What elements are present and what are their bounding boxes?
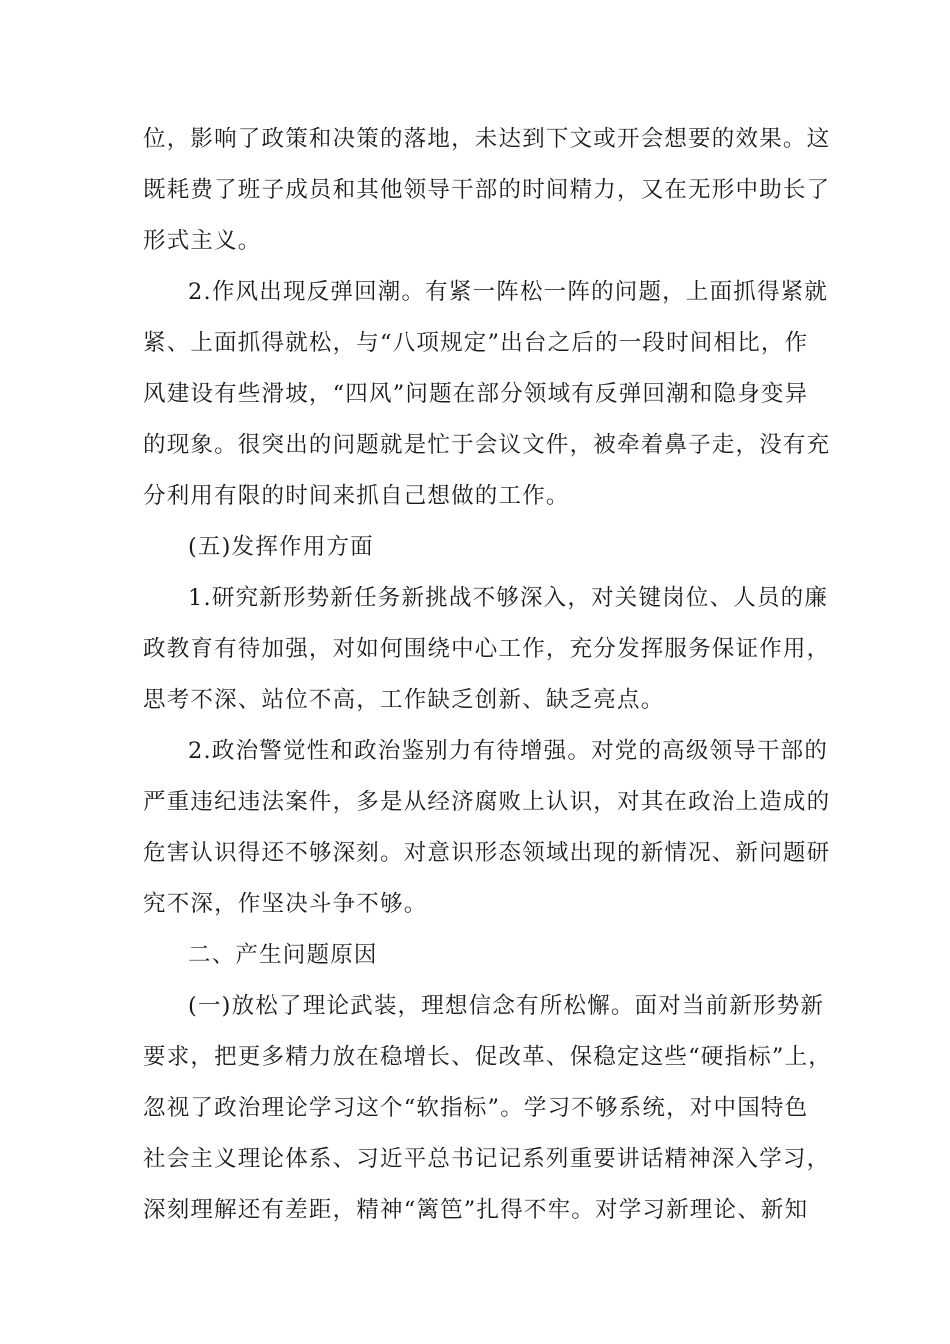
paragraph-start-line: (一)放松了理论武装，理想信念有所松懈。面对当前新形势新 <box>188 993 825 1019</box>
text-line: 的现象。很突出的问题就是忙于会议文件，被牵着鼻子走，没有充 <box>143 432 831 458</box>
paragraph-start-line: 1.研究新形势新任务新挑战不够深入，对关键岗位、人员的廉 <box>188 585 829 611</box>
text-line: 危害认识得还不够深刻。对意识形态领域出现的新情况、新问题研 <box>143 840 831 866</box>
text-line: 分利用有限的时间来抓自己想做的工作。 <box>143 483 570 509</box>
text-line: 忽视了政治理论学习这个“软指标”。学习不够系统，对中国特色 <box>143 1095 809 1121</box>
paragraph-start-line: 2.作风出现反弹回潮。有紧一阵松一阵的问题，上面抓得紧就 <box>188 279 829 305</box>
text-line: 要求，把更多精力放在稳增长、促改革、保稳定这些“硬指标”上， <box>143 1044 833 1070</box>
text-line: 究不深，作坚决斗争不够。 <box>143 891 428 917</box>
text-line: 严重违纪违法案件，多是从经济腐败上认识，对其在政治上造成的 <box>143 789 831 815</box>
text-line: 思考不深、站位不高，工作缺乏创新、缺乏亮点。 <box>143 687 665 713</box>
text-line: 社会主义理论体系、习近平总书记记系列重要讲话精神深入学习， <box>143 1146 831 1172</box>
text-line: 既耗费了班子成员和其他领导干部的时间精力，又在无形中助长了 <box>143 177 831 203</box>
text-line: 风建设有些滑坡，“四风”问题在部分领域有反弹回潮和隐身变异 <box>143 381 809 407</box>
section-heading: 二、产生问题原因 <box>188 942 378 968</box>
text-line: 政教育有待加强，对如何围绕中心工作，充分发挥服务保证作用， <box>143 636 831 662</box>
paragraph-start-line: 2.政治警觉性和政治鉴别力有待增强。对党的高级领导干部的 <box>188 738 829 764</box>
section-heading: (五)发挥作用方面 <box>188 534 374 560</box>
text-line: 位，影响了政策和决策的落地，未达到下文或开会想要的效果。这 <box>143 126 831 152</box>
text-line: 形式主义。 <box>143 228 262 254</box>
text-line: 紧、上面抓得就松，与“八项规定”出台之后的一段时间相比，作 <box>143 330 809 356</box>
text-line: 深刻理解还有差距，精神“篱笆”扎得不牢。对学习新理论、新知 <box>143 1197 809 1223</box>
